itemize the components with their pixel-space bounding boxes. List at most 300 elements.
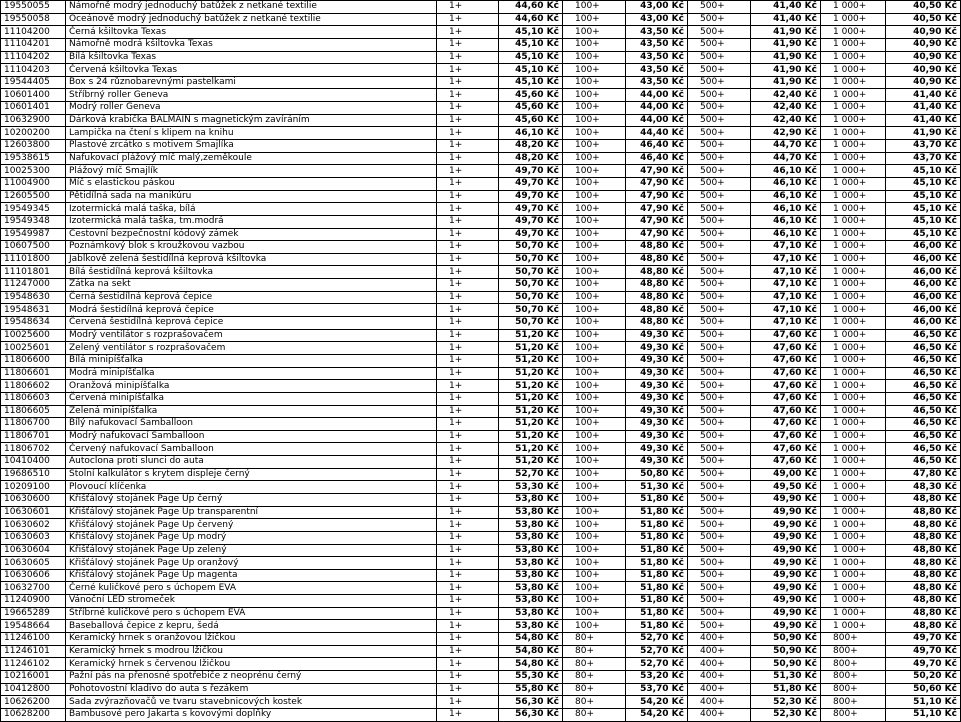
product-code-cell: 11247000: [1, 279, 66, 292]
qty-tier-4-cell: 1 000+: [821, 89, 886, 102]
qty-tier-4-cell: 1 000+: [821, 557, 886, 570]
price-tier-1-cell: 50,70 Kč: [499, 241, 563, 254]
qty-tier-4-cell: 1 000+: [821, 165, 886, 178]
product-code-cell: 10630601: [1, 506, 66, 519]
price-tier-2-cell: 47,90 Kč: [626, 215, 688, 228]
price-tier-3-cell: 47,60 Kč: [751, 456, 821, 469]
product-name-cell: Jablkově zelená šestidílná keprová kšiltovka: [66, 253, 437, 266]
qty-tier-3-cell: 500+: [688, 1, 751, 14]
price-tier-3-cell: 47,60 Kč: [751, 418, 821, 431]
qty-tier-2-cell: 100+: [563, 165, 626, 178]
qty-tier-3-cell: 500+: [688, 190, 751, 203]
product-name-cell: Červená kšiltovka Texas: [66, 64, 437, 77]
price-tier-1-cell: 53,80 Kč: [499, 519, 563, 532]
price-tier-3-cell: 46,10 Kč: [751, 203, 821, 216]
price-tier-3-cell: 41,90 Kč: [751, 51, 821, 64]
qty-tier-2-cell: 80+: [563, 645, 626, 658]
qty-tier-2-cell: 100+: [563, 519, 626, 532]
qty-tier-3-cell: 400+: [688, 708, 751, 721]
product-name-cell: Pohotovostní kladivo do auta s řezákem: [66, 683, 437, 696]
qty-tier-2-cell: 100+: [563, 342, 626, 355]
price-tier-3-cell: 47,60 Kč: [751, 342, 821, 355]
price-tier-1-cell: 50,70 Kč: [499, 266, 563, 279]
qty-tier-3-cell: 400+: [688, 683, 751, 696]
table-row: [1, 342, 961, 355]
qty-tier-3-cell: 500+: [688, 607, 751, 620]
product-name-cell: Sada zvýrazňovačů ve tvaru stavebnicových kostek: [66, 696, 437, 709]
qty-tier-3-cell: 500+: [688, 51, 751, 64]
qty-tier-4-cell: 1 000+: [821, 367, 886, 380]
qty-tier-1-cell: 1+: [437, 51, 499, 64]
qty-tier-2-cell: 100+: [563, 531, 626, 544]
product-code-cell: 10630605: [1, 557, 66, 570]
product-code-cell: 11806700: [1, 418, 66, 431]
qty-tier-1-cell: 1+: [437, 544, 499, 557]
price-tier-4-cell: 48,80 Kč: [886, 531, 961, 544]
qty-tier-3-cell: 500+: [688, 228, 751, 241]
table-row: [1, 291, 961, 304]
price-tier-1-cell: 56,30 Kč: [499, 696, 563, 709]
product-name-cell: Izotermická malá taška, tm.modrá: [66, 215, 437, 228]
price-tier-1-cell: 51,20 Kč: [499, 392, 563, 405]
table-row: [1, 26, 961, 39]
price-tier-4-cell: 49,70 Kč: [886, 645, 961, 658]
price-tier-1-cell: 48,20 Kč: [499, 152, 563, 165]
table-row: [1, 190, 961, 203]
price-tier-3-cell: 50,90 Kč: [751, 645, 821, 658]
table-row: [1, 64, 961, 77]
price-tier-4-cell: 48,80 Kč: [886, 557, 961, 570]
qty-tier-2-cell: 100+: [563, 228, 626, 241]
price-tier-3-cell: 47,60 Kč: [751, 443, 821, 456]
product-code-cell: 10025601: [1, 342, 66, 355]
price-tier-2-cell: 51,80 Kč: [626, 493, 688, 506]
product-code-cell: 11806602: [1, 380, 66, 393]
price-tier-4-cell: 46,50 Kč: [886, 329, 961, 342]
qty-tier-2-cell: 100+: [563, 430, 626, 443]
price-table-body: [1, 1, 961, 722]
product-code-cell: 10601401: [1, 102, 66, 115]
price-tier-3-cell: 47,60 Kč: [751, 430, 821, 443]
qty-tier-3-cell: 500+: [688, 304, 751, 317]
qty-tier-4-cell: 1 000+: [821, 304, 886, 317]
price-tier-4-cell: 43,70 Kč: [886, 140, 961, 153]
product-code-cell: 11806601: [1, 367, 66, 380]
qty-tier-3-cell: 500+: [688, 127, 751, 140]
price-tier-4-cell: 46,00 Kč: [886, 291, 961, 304]
table-row: [1, 76, 961, 89]
price-tier-2-cell: 48,80 Kč: [626, 304, 688, 317]
product-name-cell: Keramický hrnek s oranžovou lžičkou: [66, 633, 437, 646]
price-tier-3-cell: 46,10 Kč: [751, 177, 821, 190]
product-code-cell: 10410400: [1, 456, 66, 469]
product-code-cell: 11104200: [1, 26, 66, 39]
price-tier-1-cell: 50,70 Kč: [499, 291, 563, 304]
qty-tier-1-cell: 1+: [437, 329, 499, 342]
qty-tier-2-cell: 100+: [563, 493, 626, 506]
qty-tier-1-cell: 1+: [437, 595, 499, 608]
product-code-cell: 19665289: [1, 607, 66, 620]
price-tier-4-cell: 45,10 Kč: [886, 190, 961, 203]
qty-tier-1-cell: 1+: [437, 519, 499, 532]
qty-tier-1-cell: 1+: [437, 190, 499, 203]
price-tier-3-cell: 49,90 Kč: [751, 595, 821, 608]
product-code-cell: 11104201: [1, 38, 66, 51]
price-tier-2-cell: 52,70 Kč: [626, 633, 688, 646]
price-tier-3-cell: 42,90 Kč: [751, 127, 821, 140]
table-row: [1, 582, 961, 595]
product-code-cell: 19550058: [1, 13, 66, 26]
table-row: [1, 241, 961, 254]
price-tier-2-cell: 51,80 Kč: [626, 544, 688, 557]
table-row: [1, 114, 961, 127]
price-tier-3-cell: 47,10 Kč: [751, 241, 821, 254]
table-row: [1, 620, 961, 633]
price-tier-3-cell: 49,90 Kč: [751, 582, 821, 595]
table-row: [1, 481, 961, 494]
price-tier-3-cell: 47,60 Kč: [751, 392, 821, 405]
qty-tier-2-cell: 100+: [563, 215, 626, 228]
price-tier-2-cell: 49,30 Kč: [626, 342, 688, 355]
price-tier-2-cell: 53,70 Kč: [626, 683, 688, 696]
product-code-cell: 11806702: [1, 443, 66, 456]
price-tier-2-cell: 47,90 Kč: [626, 190, 688, 203]
qty-tier-4-cell: 1 000+: [821, 203, 886, 216]
product-code-cell: 10209100: [1, 481, 66, 494]
table-row: [1, 203, 961, 216]
price-tier-1-cell: 51,20 Kč: [499, 443, 563, 456]
price-tier-2-cell: 49,30 Kč: [626, 392, 688, 405]
qty-tier-2-cell: 100+: [563, 241, 626, 254]
qty-tier-1-cell: 1+: [437, 89, 499, 102]
qty-tier-4-cell: 800+: [821, 633, 886, 646]
price-tier-3-cell: 49,90 Kč: [751, 569, 821, 582]
product-code-cell: 11104202: [1, 51, 66, 64]
price-tier-2-cell: 49,30 Kč: [626, 380, 688, 393]
qty-tier-1-cell: 1+: [437, 683, 499, 696]
qty-tier-3-cell: 500+: [688, 430, 751, 443]
product-name-cell: Lampička na čtení s klipem na knihu: [66, 127, 437, 140]
price-tier-2-cell: 44,00 Kč: [626, 102, 688, 115]
qty-tier-3-cell: 500+: [688, 89, 751, 102]
price-tier-1-cell: 51,20 Kč: [499, 418, 563, 431]
product-code-cell: 11246100: [1, 633, 66, 646]
qty-tier-4-cell: 800+: [821, 708, 886, 721]
qty-tier-3-cell: 500+: [688, 241, 751, 254]
product-code-cell: 19548664: [1, 620, 66, 633]
price-tier-1-cell: 55,30 Kč: [499, 670, 563, 683]
qty-tier-2-cell: 100+: [563, 443, 626, 456]
price-tier-4-cell: 40,90 Kč: [886, 64, 961, 77]
price-tier-2-cell: 47,90 Kč: [626, 203, 688, 216]
price-tier-4-cell: 46,00 Kč: [886, 266, 961, 279]
qty-tier-3-cell: 500+: [688, 493, 751, 506]
price-tier-1-cell: 51,20 Kč: [499, 354, 563, 367]
qty-tier-1-cell: 1+: [437, 607, 499, 620]
qty-tier-1-cell: 1+: [437, 26, 499, 39]
product-code-cell: 19544405: [1, 76, 66, 89]
product-name-cell: Modrý nafukovací Samballoon: [66, 430, 437, 443]
price-tier-1-cell: 53,80 Kč: [499, 620, 563, 633]
qty-tier-1-cell: 1+: [437, 468, 499, 481]
price-tier-2-cell: 49,30 Kč: [626, 430, 688, 443]
price-tier-2-cell: 51,80 Kč: [626, 506, 688, 519]
qty-tier-3-cell: 400+: [688, 658, 751, 671]
table-row: [1, 430, 961, 443]
qty-tier-3-cell: 500+: [688, 456, 751, 469]
table-row: [1, 519, 961, 532]
qty-tier-3-cell: 500+: [688, 531, 751, 544]
qty-tier-1-cell: 1+: [437, 253, 499, 266]
price-tier-4-cell: 48,80 Kč: [886, 519, 961, 532]
price-tier-3-cell: 50,90 Kč: [751, 658, 821, 671]
price-tier-1-cell: 53,30 Kč: [499, 481, 563, 494]
qty-tier-4-cell: 1 000+: [821, 531, 886, 544]
qty-tier-2-cell: 100+: [563, 607, 626, 620]
price-tier-2-cell: 47,90 Kč: [626, 177, 688, 190]
price-tier-3-cell: 47,60 Kč: [751, 329, 821, 342]
product-code-cell: 11806603: [1, 392, 66, 405]
product-code-cell: 19686510: [1, 468, 66, 481]
price-tier-4-cell: 51,10 Kč: [886, 708, 961, 721]
price-tier-1-cell: 54,80 Kč: [499, 633, 563, 646]
price-tier-3-cell: 49,90 Kč: [751, 544, 821, 557]
product-code-cell: 10200200: [1, 127, 66, 140]
qty-tier-4-cell: 1 000+: [821, 279, 886, 292]
price-tier-4-cell: 40,50 Kč: [886, 1, 961, 14]
qty-tier-4-cell: 1 000+: [821, 443, 886, 456]
price-tier-1-cell: 51,20 Kč: [499, 405, 563, 418]
qty-tier-2-cell: 100+: [563, 620, 626, 633]
price-tier-1-cell: 51,20 Kč: [499, 329, 563, 342]
price-tier-4-cell: 46,00 Kč: [886, 279, 961, 292]
table-row: [1, 569, 961, 582]
qty-tier-3-cell: 400+: [688, 670, 751, 683]
price-tier-4-cell: 45,10 Kč: [886, 203, 961, 216]
qty-tier-3-cell: 500+: [688, 405, 751, 418]
qty-tier-4-cell: 800+: [821, 645, 886, 658]
qty-tier-2-cell: 100+: [563, 76, 626, 89]
table-row: [1, 165, 961, 178]
qty-tier-4-cell: 1 000+: [821, 1, 886, 14]
qty-tier-3-cell: 500+: [688, 152, 751, 165]
qty-tier-4-cell: 1 000+: [821, 228, 886, 241]
price-tier-1-cell: 51,20 Kč: [499, 430, 563, 443]
price-tier-3-cell: 44,70 Kč: [751, 152, 821, 165]
table-row: [1, 595, 961, 608]
price-tier-4-cell: 48,80 Kč: [886, 493, 961, 506]
price-tier-1-cell: 49,70 Kč: [499, 190, 563, 203]
product-name-cell: Autoclona proti slunci do auta: [66, 456, 437, 469]
product-name-cell: Baseballová čepice z kepru, šedá: [66, 620, 437, 633]
product-name-cell: Pažní pás na přenosné spotřebiče z neoprénu černý: [66, 670, 437, 683]
price-tier-4-cell: 40,50 Kč: [886, 13, 961, 26]
price-tier-3-cell: 47,60 Kč: [751, 405, 821, 418]
table-row: [1, 708, 961, 721]
price-tier-2-cell: 53,20 Kč: [626, 670, 688, 683]
qty-tier-2-cell: 100+: [563, 418, 626, 431]
qty-tier-2-cell: 100+: [563, 557, 626, 570]
price-tier-2-cell: 51,80 Kč: [626, 620, 688, 633]
price-tier-4-cell: 46,50 Kč: [886, 354, 961, 367]
table-row: [1, 152, 961, 165]
qty-tier-1-cell: 1+: [437, 418, 499, 431]
table-row: [1, 38, 961, 51]
product-name-cell: Modrý ventilátor s rozprašovačem: [66, 329, 437, 342]
price-tier-3-cell: 41,40 Kč: [751, 13, 821, 26]
price-tier-1-cell: 53,80 Kč: [499, 506, 563, 519]
qty-tier-2-cell: 100+: [563, 140, 626, 153]
qty-tier-4-cell: 1 000+: [821, 38, 886, 51]
qty-tier-4-cell: 1 000+: [821, 329, 886, 342]
product-name-cell: Křišťálový stojánek Page Up oranžový: [66, 557, 437, 570]
price-tier-1-cell: 50,70 Kč: [499, 317, 563, 330]
table-row: [1, 696, 961, 709]
product-name-cell: Křišťálový stojánek Page Up černý: [66, 493, 437, 506]
price-tier-2-cell: 43,50 Kč: [626, 38, 688, 51]
qty-tier-2-cell: 100+: [563, 506, 626, 519]
price-tier-2-cell: 49,30 Kč: [626, 418, 688, 431]
qty-tier-2-cell: 100+: [563, 317, 626, 330]
qty-tier-2-cell: 100+: [563, 468, 626, 481]
price-tier-2-cell: 43,50 Kč: [626, 51, 688, 64]
price-tier-4-cell: 40,90 Kč: [886, 38, 961, 51]
qty-tier-2-cell: 100+: [563, 13, 626, 26]
price-tier-1-cell: 53,80 Kč: [499, 544, 563, 557]
product-code-cell: 19549348: [1, 215, 66, 228]
price-tier-1-cell: 44,60 Kč: [499, 1, 563, 14]
qty-tier-3-cell: 500+: [688, 481, 751, 494]
price-tier-2-cell: 52,70 Kč: [626, 645, 688, 658]
price-tier-2-cell: 46,40 Kč: [626, 140, 688, 153]
price-tier-4-cell: 45,10 Kč: [886, 228, 961, 241]
qty-tier-1-cell: 1+: [437, 456, 499, 469]
qty-tier-1-cell: 1+: [437, 531, 499, 544]
product-name-cell: Modrá šestidílná keprová čepice: [66, 304, 437, 317]
price-tier-4-cell: 48,80 Kč: [886, 595, 961, 608]
qty-tier-1-cell: 1+: [437, 481, 499, 494]
qty-tier-4-cell: 1 000+: [821, 620, 886, 633]
price-tier-1-cell: 50,70 Kč: [499, 279, 563, 292]
price-tier-2-cell: 48,80 Kč: [626, 241, 688, 254]
price-tier-3-cell: 52,30 Kč: [751, 696, 821, 709]
product-name-cell: Zátka na sekt: [66, 279, 437, 292]
product-name-cell: Míč s elastickou páskou: [66, 177, 437, 190]
qty-tier-3-cell: 500+: [688, 595, 751, 608]
table-row: [1, 456, 961, 469]
qty-tier-4-cell: 1 000+: [821, 64, 886, 77]
qty-tier-2-cell: 100+: [563, 38, 626, 51]
qty-tier-1-cell: 1+: [437, 1, 499, 14]
price-tier-2-cell: 43,50 Kč: [626, 26, 688, 39]
price-tier-3-cell: 51,80 Kč: [751, 683, 821, 696]
table-row: [1, 468, 961, 481]
qty-tier-4-cell: 1 000+: [821, 177, 886, 190]
qty-tier-3-cell: 500+: [688, 468, 751, 481]
price-tier-3-cell: 49,90 Kč: [751, 493, 821, 506]
price-tier-4-cell: 41,40 Kč: [886, 89, 961, 102]
qty-tier-1-cell: 1+: [437, 380, 499, 393]
price-tier-2-cell: 49,30 Kč: [626, 443, 688, 456]
price-tier-2-cell: 44,00 Kč: [626, 114, 688, 127]
product-name-cell: Zelený ventilátor s rozprašovačem: [66, 342, 437, 355]
price-tier-4-cell: 46,50 Kč: [886, 443, 961, 456]
product-name-cell: Plovoucí klíčenka: [66, 481, 437, 494]
qty-tier-4-cell: 1 000+: [821, 607, 886, 620]
qty-tier-2-cell: 100+: [563, 481, 626, 494]
qty-tier-4-cell: 1 000+: [821, 51, 886, 64]
qty-tier-4-cell: 800+: [821, 683, 886, 696]
price-tier-2-cell: 44,40 Kč: [626, 127, 688, 140]
table-row: [1, 418, 961, 431]
product-code-cell: 10628200: [1, 708, 66, 721]
product-code-cell: 11806605: [1, 405, 66, 418]
product-name-cell: Modrá minipíšťalka: [66, 367, 437, 380]
qty-tier-3-cell: 500+: [688, 354, 751, 367]
qty-tier-4-cell: 1 000+: [821, 430, 886, 443]
qty-tier-3-cell: 500+: [688, 557, 751, 570]
price-tier-1-cell: 50,70 Kč: [499, 304, 563, 317]
price-tier-1-cell: 48,20 Kč: [499, 140, 563, 153]
price-tier-3-cell: 46,10 Kč: [751, 215, 821, 228]
price-tier-1-cell: 53,80 Kč: [499, 569, 563, 582]
qty-tier-4-cell: 1 000+: [821, 152, 886, 165]
qty-tier-1-cell: 1+: [437, 140, 499, 153]
product-name-cell: Plastové zrcátko s motivem Smajlíka: [66, 140, 437, 153]
qty-tier-3-cell: 500+: [688, 620, 751, 633]
qty-tier-3-cell: 500+: [688, 215, 751, 228]
qty-tier-1-cell: 1+: [437, 658, 499, 671]
product-code-cell: 12605500: [1, 190, 66, 203]
price-tier-1-cell: 51,20 Kč: [499, 367, 563, 380]
price-tier-1-cell: 52,70 Kč: [499, 468, 563, 481]
price-tier-1-cell: 45,60 Kč: [499, 102, 563, 115]
price-tier-3-cell: 49,90 Kč: [751, 620, 821, 633]
product-name-cell: Stříbrné kuličkové pero s úchopem EVA: [66, 607, 437, 620]
price-tier-2-cell: 49,30 Kč: [626, 329, 688, 342]
qty-tier-1-cell: 1+: [437, 279, 499, 292]
price-tier-3-cell: 41,90 Kč: [751, 64, 821, 77]
price-tier-3-cell: 49,90 Kč: [751, 506, 821, 519]
price-tier-4-cell: 46,50 Kč: [886, 456, 961, 469]
table-row: [1, 266, 961, 279]
price-tier-4-cell: 46,00 Kč: [886, 304, 961, 317]
table-row: [1, 506, 961, 519]
qty-tier-2-cell: 100+: [563, 203, 626, 216]
price-tier-2-cell: 50,80 Kč: [626, 468, 688, 481]
price-tier-3-cell: 49,90 Kč: [751, 519, 821, 532]
price-tier-3-cell: 47,60 Kč: [751, 367, 821, 380]
qty-tier-1-cell: 1+: [437, 493, 499, 506]
price-tier-3-cell: 49,90 Kč: [751, 607, 821, 620]
qty-tier-1-cell: 1+: [437, 645, 499, 658]
product-code-cell: 10632700: [1, 582, 66, 595]
qty-tier-3-cell: 400+: [688, 696, 751, 709]
qty-tier-1-cell: 1+: [437, 38, 499, 51]
table-row: [1, 633, 961, 646]
price-tier-3-cell: 41,90 Kč: [751, 76, 821, 89]
qty-tier-3-cell: 500+: [688, 506, 751, 519]
qty-tier-1-cell: 1+: [437, 114, 499, 127]
qty-tier-1-cell: 1+: [437, 317, 499, 330]
qty-tier-1-cell: 1+: [437, 304, 499, 317]
table-row: [1, 317, 961, 330]
product-code-cell: 11004900: [1, 177, 66, 190]
table-row: [1, 544, 961, 557]
product-name-cell: Námořně modrá kšiltovka Texas: [66, 38, 437, 51]
table-row: [1, 493, 961, 506]
product-name-cell: Křišťálový stojánek Page Up zelený: [66, 544, 437, 557]
